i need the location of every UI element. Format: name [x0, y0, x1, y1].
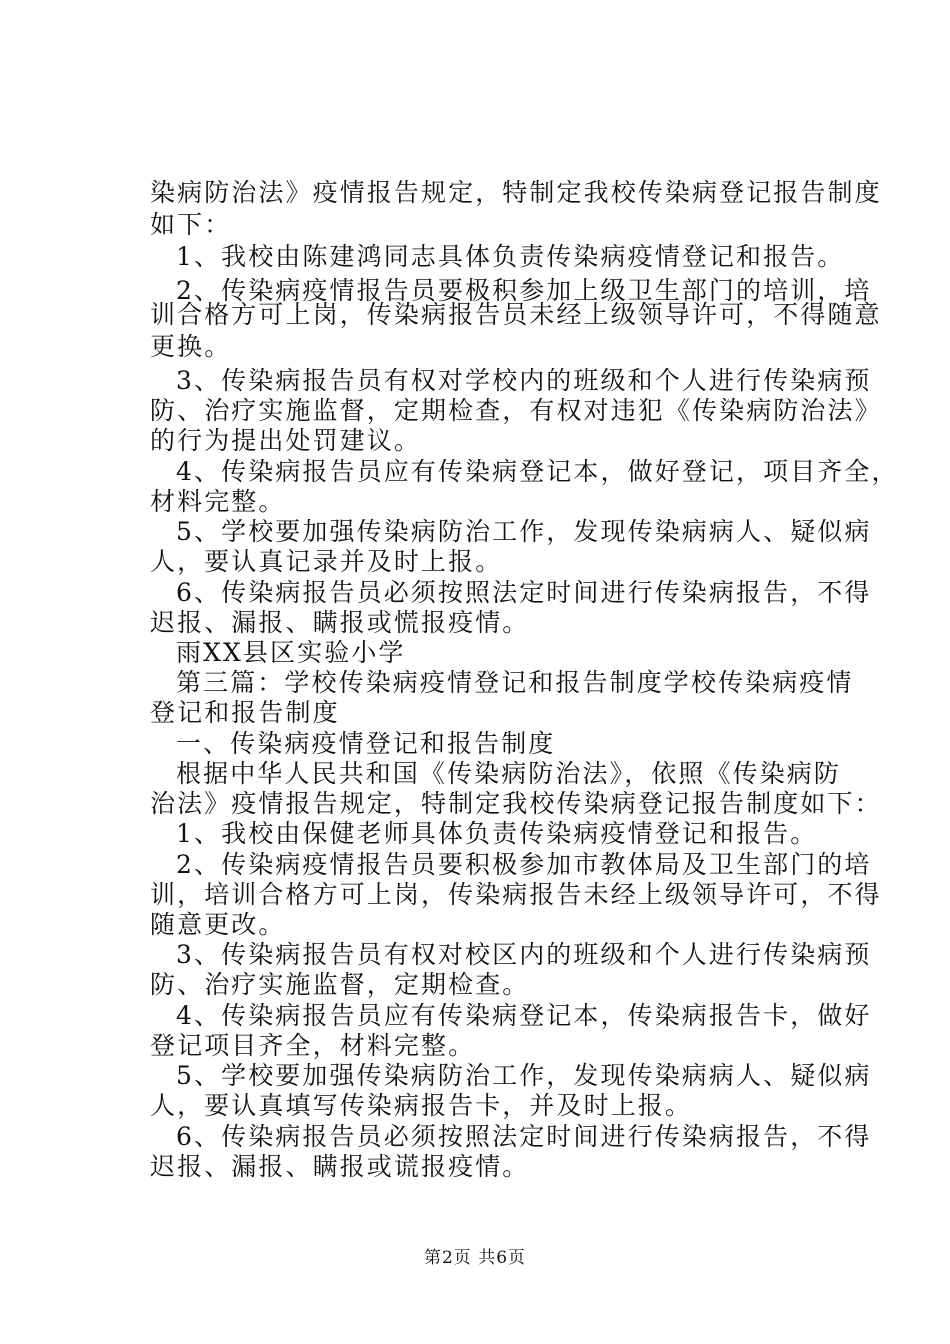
list-item-2: 2、传染病疫情报告员要极积参加上级卫生部门的培训，培 — [176, 276, 872, 305]
body-line: 的行为提出处罚建议。 — [150, 426, 422, 455]
list-item-6: 6、传染病报告员必须按照法定时间进行传染病报告，不得 — [176, 1122, 872, 1151]
body-line: 迟报、漏报、瞒报或谎报疫情。 — [150, 1152, 530, 1181]
body-line: 登记项目齐全，材料完整。 — [150, 1031, 476, 1060]
list-item-4: 4、传染病报告员应有传染病登记本，做好登记，项目齐全， — [176, 457, 899, 486]
body-line: 人，要认真记录并及时上报。 — [150, 547, 503, 576]
body-line: 训，培训合格方可上岗，传染病报告未经上级领导许可，不得 — [150, 880, 882, 909]
body-line: 材料完整。 — [150, 487, 286, 516]
list-item-5: 5、学校要加强传染病防治工作，发现传染病病人、疑似病 — [176, 517, 872, 546]
list-item-1: 1、我校由陈建鸿同志具体负责传染病疫情登记和报告。 — [176, 242, 845, 271]
list-item-6: 6、传染病报告员必须按照法定时间进行传染病报告，不得 — [176, 578, 872, 607]
body-line: 防、治疗实施监督，定期检查。 — [150, 970, 530, 999]
list-item-5: 5、学校要加强传染病防治工作，发现传染病病人、疑似病 — [176, 1061, 872, 1090]
list-item-1: 1、我校由保健老师具体负责传染病疫情登记和报告。 — [176, 819, 818, 848]
list-item-3: 3、传染病报告员有权对学校内的班级和个人进行传染病预 — [176, 366, 872, 395]
body-line: 人，要认真填写传染病报告卡，并及时上报。 — [150, 1091, 693, 1120]
body-line: 更换。 — [150, 332, 232, 361]
list-item-4: 4、传染病报告员应有传染病登记本，传染病报告卡，做好 — [176, 1001, 872, 1030]
body-line: 染病防治法》疫情报告规定，特制定我校传染病登记报告制度 — [150, 178, 882, 207]
school-signature: 雨XX县区实验小学 — [176, 638, 406, 667]
body-line: 治法》疫情报告规定，特制定我校传染病登记报告制度如下： — [150, 789, 882, 818]
body-line: 防、治疗实施监督，定期检查，有权对违犯《传染病防治法》 — [150, 396, 882, 425]
list-item-2: 2、传染病疫情报告员要积极参加市教体局及卫生部门的培 — [176, 850, 872, 879]
page-footer: 第2页 共6页 — [423, 1248, 527, 1268]
section-heading: 第三篇：学校传染病疫情登记和报告制度学校传染病疫情 — [176, 668, 854, 697]
subheading: 一、传染病疫情登记和报告制度 — [176, 729, 556, 758]
list-item-3: 3、传染病报告员有权对校区内的班级和个人进行传染病预 — [176, 940, 872, 969]
body-line: 迟报、漏报、瞒报或慌报疫情。 — [150, 608, 530, 637]
body-line: 如下： — [150, 210, 232, 239]
intro-line: 根据中华人民共和国《传染病防治法》，依照《传染病防 — [176, 759, 842, 788]
body-line: 随意更改。 — [150, 910, 286, 939]
body-line: 训合格方可上岗，传染病报告员未经上级领导许可，不得随意 — [150, 300, 882, 329]
section-heading-cont: 登记和报告制度 — [150, 698, 340, 727]
